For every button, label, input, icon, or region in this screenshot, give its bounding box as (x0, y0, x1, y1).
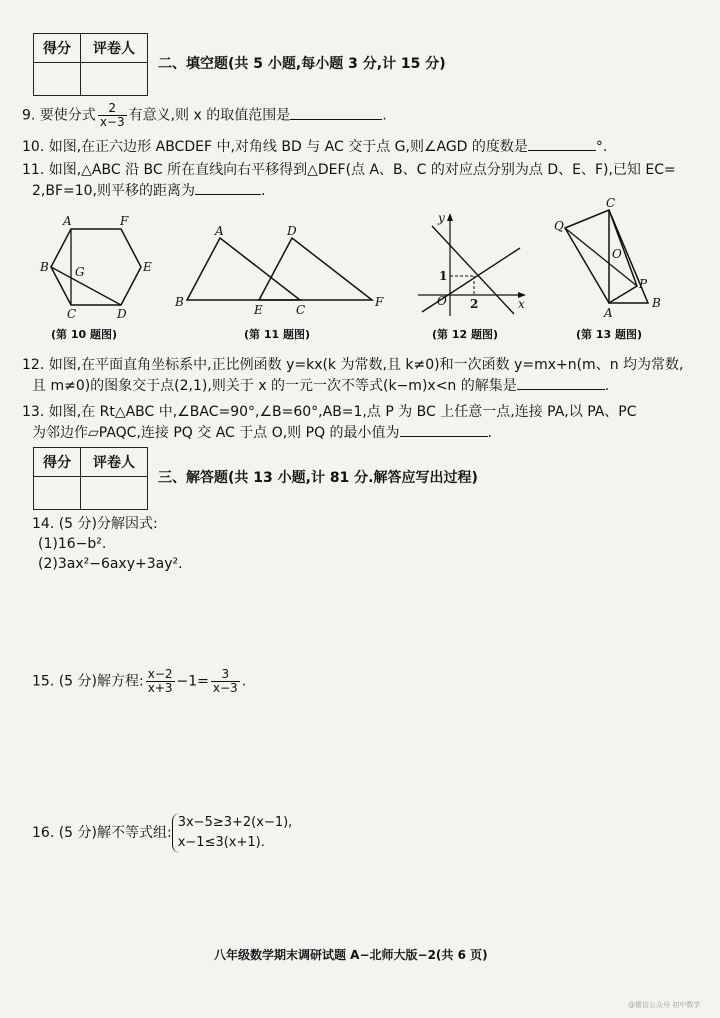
q14-part1: (1)16−b². (38, 536, 107, 552)
q9-suffix: 有意义,则 x 的取值范围是 (128, 107, 291, 124)
question-12 (22, 355, 683, 396)
figure-12-caption: (第 12 题图) (432, 328, 499, 341)
label-c: C (67, 307, 77, 320)
label-b: B (652, 296, 661, 310)
q12-answer-blank[interactable] (517, 375, 605, 390)
q11-answer-blank[interactable] (195, 180, 261, 195)
question-9 (22, 102, 387, 129)
figure-10 (34, 212, 164, 320)
q13-line2: 为邻边作▱PAQC,连接 PQ 交 AC 于点 O,则 PQ 的最小值为 (32, 425, 400, 441)
label-f: F (375, 295, 384, 309)
q15-prefix: 15. (5 分)解方程: (32, 673, 144, 690)
hexagon-abcdef (51, 229, 141, 305)
q12-line1: 12. 如图,在平面直角坐标系中,正比例函数 y=kx(k 为常数,且 k≠0)和一次函数 y=mx+n(m、n 均为常数, (22, 357, 684, 373)
q11-line1: 11. 如图,△ABC 沿 BC 所在直线向右平移得到△DEF(点 A、B、C 的对应点分别为点 D、E、F),已知 EC= (22, 162, 676, 178)
question-10 (22, 136, 607, 157)
q9-answer-blank[interactable] (290, 105, 382, 120)
triangle-def (259, 238, 372, 300)
question-11 (22, 160, 676, 201)
q13-line1: 13. 如图,在 Rt△ABC 中,∠BAC=90°,∠B=60°,AB=1,点 P 为 BC 上任意一点,连接 PA,以 PA、PC (22, 404, 637, 420)
q15-fraction-1 (146, 668, 175, 695)
q15-end: . (241, 673, 247, 690)
label-o: O (612, 247, 622, 261)
grader-cell[interactable] (81, 63, 148, 96)
question-16 (32, 813, 292, 853)
q11-end: . (261, 183, 266, 199)
q11-line2: 2,BF=10,则平移的距离为 (32, 183, 196, 199)
figure-11-caption: (第 11 题图) (244, 328, 311, 341)
label-c: C (296, 303, 306, 316)
label-e: E (254, 303, 263, 316)
label-b: B (175, 295, 184, 309)
q9-frac-num: 2 (98, 102, 127, 116)
figure-12 (412, 208, 530, 320)
grader-cell[interactable] (81, 477, 148, 510)
figure-10-caption: (第 10 题图) (51, 328, 118, 341)
label-d: D (287, 226, 297, 238)
q14-part2: (2)3ax²−6axy+3ay². (38, 556, 183, 572)
label-a: A (215, 226, 224, 238)
label-b: B (40, 260, 49, 274)
q10-end: °. (595, 139, 608, 155)
q12-end: . (604, 378, 610, 394)
q16-inequality-system (172, 813, 293, 853)
q16-line2: x−1≤3(x+1). (177, 835, 265, 850)
page-footer: 八年级数学期末调研试题 A−北师大版−2(共 6 页) (214, 948, 488, 962)
score-table-1 (33, 33, 148, 96)
q15-f2-num: 3 (211, 668, 240, 682)
label-y: y (438, 211, 445, 225)
label-g: G (75, 265, 85, 279)
q15-f1-num: x−2 (147, 667, 173, 681)
question-13 (22, 402, 637, 443)
q14-stem: 14. (5 分)分解因式: (32, 516, 158, 532)
watermark: @微信公众号 初中数学 (628, 1001, 701, 1009)
label-c: C (606, 196, 616, 210)
label-x: x (518, 297, 525, 311)
section2-title: 二、填空题(共 5 小题,每小题 3 分,计 15 分) (158, 56, 446, 72)
question-14 (32, 514, 183, 574)
y-axis-arrow (447, 213, 453, 221)
score-cell[interactable] (34, 63, 81, 96)
q15-mid: −1= (176, 673, 209, 690)
label-f: F (120, 214, 129, 228)
q13-answer-blank[interactable] (400, 422, 488, 437)
figure-13-caption: (第 13 题图) (576, 328, 643, 341)
q10-text: 10. 如图,在正六边形 ABCDEF 中,对角线 BD 与 AC 交于点 G,则∠AGD 的度数是 (22, 139, 528, 155)
label-1: 1 (439, 269, 448, 283)
score-header: 得分 (34, 34, 81, 63)
q16-prefix: 16. (5 分)解不等式组: (32, 825, 172, 841)
section3-title: 三、解答题(共 13 小题,计 81 分.解答应写出过程) (158, 470, 478, 486)
q15-fraction-2 (211, 668, 240, 695)
triangle-abc (187, 238, 300, 300)
label-a: A (604, 306, 613, 320)
grader-header: 评卷人 (81, 34, 148, 63)
q9-fraction (98, 102, 127, 129)
score-header: 得分 (34, 448, 81, 477)
label-d: D (117, 307, 127, 320)
q15-f2-den: x−3 (212, 681, 238, 695)
label-e: E (143, 260, 152, 274)
q12-line2-wrap (22, 375, 683, 396)
label-q: Q (554, 219, 564, 233)
label-o: O (437, 294, 447, 308)
label-2: 2 (470, 297, 479, 311)
q9-end: . (382, 107, 387, 124)
question-15 (32, 668, 246, 695)
score-table-2 (33, 447, 148, 510)
figure-13 (548, 196, 678, 320)
q9-prefix: 9. 要使分式 (22, 107, 96, 124)
q9-frac-den: x−3 (99, 115, 125, 129)
q12-line2: 且 m≠0)的图象交于点(2,1),则关于 x 的一元一次不等式(k−m)x<n 的解集是 (32, 378, 517, 394)
q16-line1: 3x−5≥3+2(x−1), (177, 815, 293, 830)
q13-end: . (487, 425, 492, 441)
label-p: P (639, 277, 648, 291)
label-a: A (63, 214, 72, 228)
q13-line2-wrap (22, 422, 637, 443)
score-cell[interactable] (34, 477, 81, 510)
figure-11 (172, 226, 390, 316)
q15-f1-den: x+3 (147, 681, 173, 695)
q10-answer-blank[interactable] (528, 136, 596, 151)
grader-header: 评卷人 (81, 448, 148, 477)
